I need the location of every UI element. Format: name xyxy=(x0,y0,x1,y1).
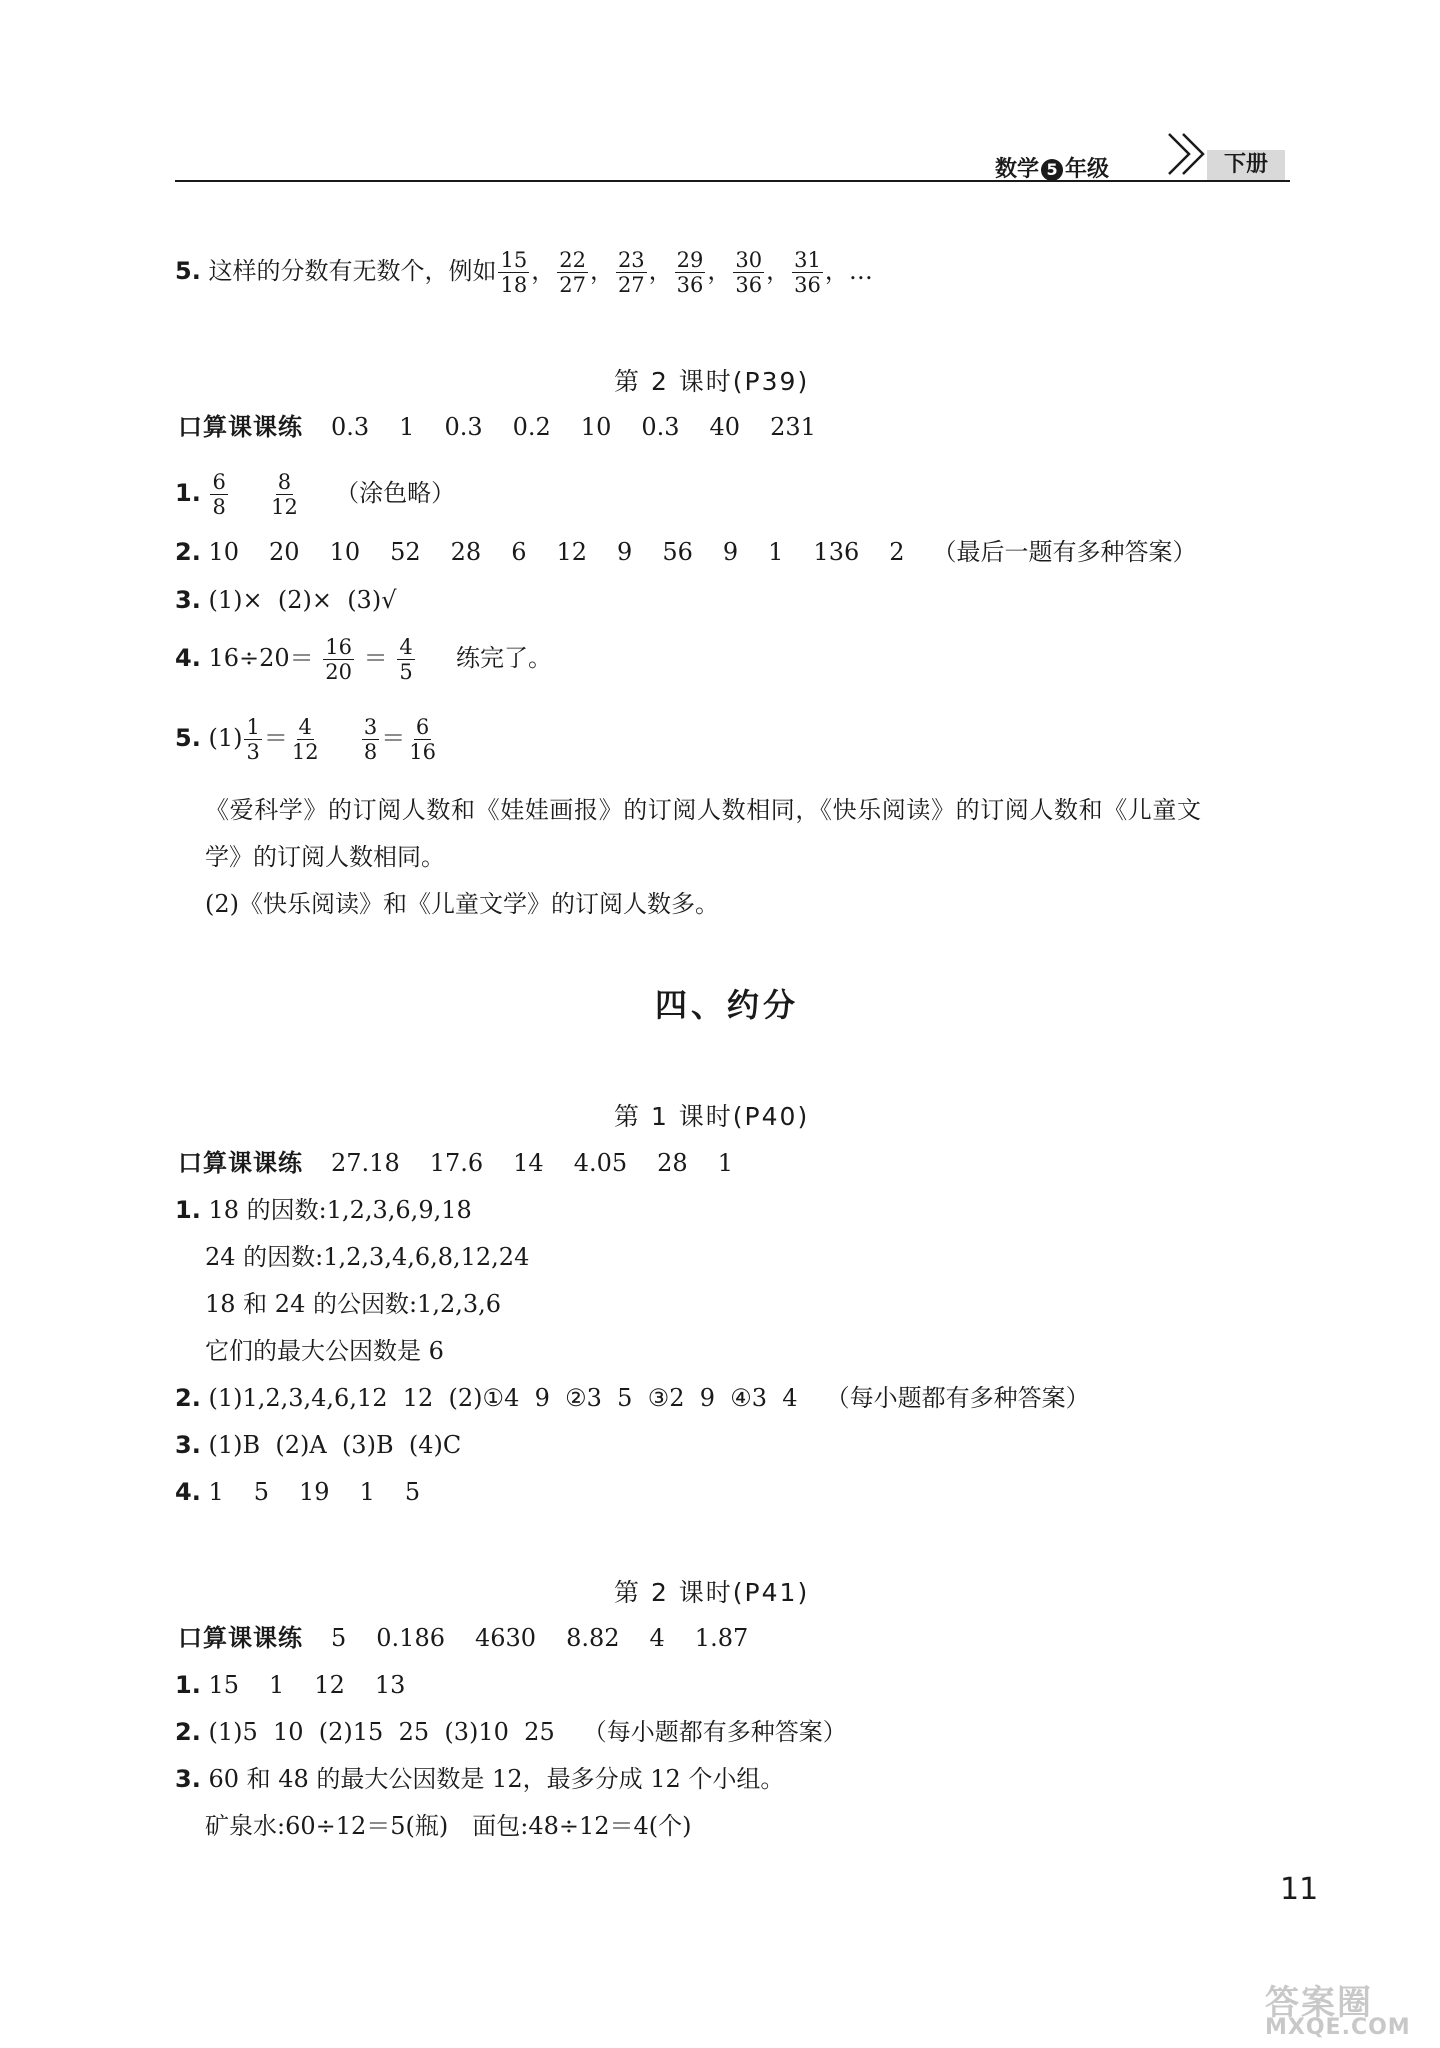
p40-q4 xyxy=(175,1477,420,1507)
value-item: 0.3 xyxy=(444,413,483,441)
value-item: 13 xyxy=(374,1671,406,1699)
watermark-url: MXQE.COM xyxy=(1265,2015,1411,2040)
factor-line: 18 的因数:1,2,3,6,9,18 xyxy=(208,1196,472,1224)
q2-note: （最后一题有多种答案） xyxy=(932,538,1197,566)
q3-text: (1)× (2)× (3)√ xyxy=(208,586,397,614)
p40-q1-line-1 xyxy=(175,1195,472,1225)
q5-pre: (1) xyxy=(208,724,243,752)
q5-tail: ，… xyxy=(824,257,873,285)
value-item: 12 xyxy=(556,538,588,566)
value-item: 1.87 xyxy=(694,1624,749,1652)
p41-q3-line-1 xyxy=(175,1764,784,1794)
value-item: 1 xyxy=(768,538,784,566)
p39-paragraph-2: (2)《快乐阅读》和《儿童文学》的订阅人数多。 xyxy=(205,890,719,918)
separator: ， xyxy=(589,257,614,285)
value-item: 19 xyxy=(299,1478,330,1506)
separator: ， xyxy=(648,257,673,285)
fraction: $\frac{4}{12}$ xyxy=(291,715,319,764)
q-number: 1. xyxy=(175,1671,201,1699)
value-item: 4 xyxy=(649,1624,665,1652)
q3-line-1: 60 和 48 的最大公因数是 12，最多分成 12 个小组。 xyxy=(208,1765,785,1793)
p40-q3 xyxy=(175,1430,461,1460)
p39-paragraph-1a: 《爱科学》的订阅人数和《娃娃画报》的订阅人数相同，《快乐阅读》的订阅人数和《儿童文 xyxy=(205,796,1202,824)
equals: ＝ xyxy=(363,644,388,672)
p40-q1-line-3: 18 和 24 的公因数:1,2,3,6 xyxy=(205,1290,502,1318)
oral-values xyxy=(331,413,816,441)
value-item: 1 xyxy=(717,1149,733,1177)
grade-circle-badge: 5 xyxy=(1041,159,1063,181)
fraction: $\frac{22}{27}$ xyxy=(559,248,586,297)
value-item: 8.82 xyxy=(566,1624,620,1652)
q2-text: (1)1,2,3,4,6,12 12 (2)①4 9 ②3 5 ③2 9 ④3 4 xyxy=(208,1384,798,1412)
q5-text: 这样的分数有无数个，例如 xyxy=(208,257,497,285)
q-number: 3. xyxy=(175,586,201,614)
value-item: 15 xyxy=(208,1671,240,1699)
fraction: $\frac{31}{36}$ xyxy=(794,248,821,297)
oral-values xyxy=(331,1149,733,1177)
q-number: 4. xyxy=(175,644,201,672)
value-item: 6 xyxy=(511,538,527,566)
q4-values xyxy=(208,1478,420,1506)
value-item: 1 xyxy=(208,1478,224,1506)
oral-practice-row xyxy=(178,1148,733,1178)
fraction: $\frac{3}{8}$ xyxy=(363,715,378,764)
oral-label: 口算课课练 xyxy=(178,1624,303,1652)
value-item: 4630 xyxy=(475,1624,537,1652)
value-item: 9 xyxy=(617,538,633,566)
q1-values xyxy=(208,1671,405,1699)
fraction: $\frac{15}{18}$ xyxy=(500,248,528,297)
q1-note: （涂色略） xyxy=(335,479,456,507)
equals: ＝ xyxy=(263,724,288,752)
q5-fraction-list xyxy=(496,248,824,297)
value-item: 27.18 xyxy=(331,1149,400,1177)
value-item: 20 xyxy=(269,538,300,566)
q4-pre: 16÷20＝ xyxy=(208,644,314,672)
fraction: $\frac{1}{3}$ xyxy=(246,715,260,764)
q-number: 4. xyxy=(175,1478,201,1506)
top-q5 xyxy=(175,248,873,297)
q-number: 1. xyxy=(175,1196,201,1224)
q2-note: （每小题都有多种答案） xyxy=(582,1718,847,1746)
p41-q1 xyxy=(175,1670,405,1700)
p39-q5 xyxy=(175,715,440,764)
q-number: 3. xyxy=(175,1765,201,1793)
double-chevron-icon xyxy=(1165,130,1209,176)
q4-post: 练完了。 xyxy=(455,644,552,672)
header-grade-suffix: 年级 xyxy=(1065,157,1110,182)
oral-practice-row xyxy=(178,412,816,442)
q-number: 2. xyxy=(175,1384,201,1412)
value-item: 5 xyxy=(404,1478,421,1506)
fraction: $\frac{8}{12}$ xyxy=(271,470,298,519)
q3-text: (1)B (2)A (3)B (4)C xyxy=(208,1431,462,1459)
value-item: 17.6 xyxy=(429,1149,484,1177)
q-number: 5. xyxy=(175,257,201,285)
fraction: $\frac{30}{36}$ xyxy=(735,248,763,297)
value-item: 4.05 xyxy=(573,1149,628,1177)
q-number: 2. xyxy=(175,538,201,566)
value-item: 1 xyxy=(359,1478,375,1506)
p41-q2 xyxy=(175,1717,847,1747)
lesson-title-p40: 第 1 课时(P40) xyxy=(614,1102,810,1131)
value-item: 28 xyxy=(657,1149,688,1177)
value-item: 136 xyxy=(813,538,860,566)
separator: ， xyxy=(707,257,732,285)
q2-values xyxy=(208,538,904,566)
fraction: $\frac{4}{5}$ xyxy=(399,635,413,684)
value-item: 12 xyxy=(314,1671,345,1699)
value-item: 9 xyxy=(722,538,739,566)
lesson-title-p39: 第 2 课时(P39) xyxy=(614,367,810,396)
value-item: 10 xyxy=(329,538,361,566)
page-number: 11 xyxy=(1280,1872,1319,1907)
value-item: 1 xyxy=(269,1671,285,1699)
p40-q1-line-2: 24 的因数:1,2,3,4,6,8,12,24 xyxy=(205,1243,530,1271)
value-item: 0.3 xyxy=(331,413,370,441)
value-item: 10 xyxy=(580,413,612,441)
value-item: 56 xyxy=(662,538,693,566)
p39-q2 xyxy=(175,537,1197,567)
value-item: 5 xyxy=(253,1478,270,1506)
value-item: 40 xyxy=(709,413,741,441)
oral-label: 口算课课练 xyxy=(178,1149,303,1177)
fraction: $\frac{6}{8}$ xyxy=(212,470,226,519)
p41-q3-line-2: 矿泉水:60÷12＝5(瓶) 面包:48÷12＝4(个) xyxy=(205,1812,692,1840)
p39-q4 xyxy=(175,635,552,684)
value-item: 0.3 xyxy=(641,413,680,441)
header-subject-grade xyxy=(995,152,1109,183)
fraction: $\frac{16}{20}$ xyxy=(325,635,353,684)
fraction: $\frac{23}{27}$ xyxy=(617,248,645,297)
watermark-logo: 答案圈 xyxy=(1265,1983,1373,2023)
value-item: 5 xyxy=(331,1624,347,1652)
header-subject: 数学 xyxy=(995,157,1040,182)
separator: ， xyxy=(531,257,556,285)
oral-practice-row xyxy=(178,1623,748,1653)
lesson-title-p41: 第 2 课时(P41) xyxy=(614,1578,810,1607)
q-number: 2. xyxy=(175,1718,201,1746)
q-number: 3. xyxy=(175,1431,201,1459)
value-item: 231 xyxy=(770,413,816,441)
q-number: 5. xyxy=(175,724,201,752)
section-title: 四、约分 xyxy=(655,986,800,1024)
value-item: 14 xyxy=(513,1149,544,1177)
p40-q2 xyxy=(175,1383,1090,1413)
value-item: 28 xyxy=(450,538,482,566)
p40-q1-line-4: 它们的最大公因数是 6 xyxy=(205,1337,444,1365)
value-item: 0.2 xyxy=(512,413,551,441)
q2-text: (1)5 10 (2)15 25 (3)10 25 xyxy=(208,1718,555,1746)
oral-label: 口算课课练 xyxy=(178,413,303,441)
p39-q1 xyxy=(175,470,455,519)
oral-values xyxy=(331,1624,748,1652)
volume-tab: 下册 xyxy=(1207,150,1285,180)
value-item: 2 xyxy=(889,538,905,566)
header-rule xyxy=(175,180,1290,182)
p39-paragraph-1b: 学》的订阅人数相同。 xyxy=(205,843,445,871)
fraction: $\frac{6}{16}$ xyxy=(409,715,436,764)
q-number: 1. xyxy=(175,479,201,507)
fraction: $\frac{29}{36}$ xyxy=(676,248,704,297)
value-item: 0.186 xyxy=(376,1624,445,1652)
value-item: 10 xyxy=(208,538,240,566)
p39-q3 xyxy=(175,585,396,615)
equals: ＝ xyxy=(381,724,406,752)
value-item: 52 xyxy=(390,538,421,566)
separator: ， xyxy=(766,257,791,285)
q2-note: （每小题都有多种答案） xyxy=(825,1384,1090,1412)
value-item: 1 xyxy=(399,413,415,441)
